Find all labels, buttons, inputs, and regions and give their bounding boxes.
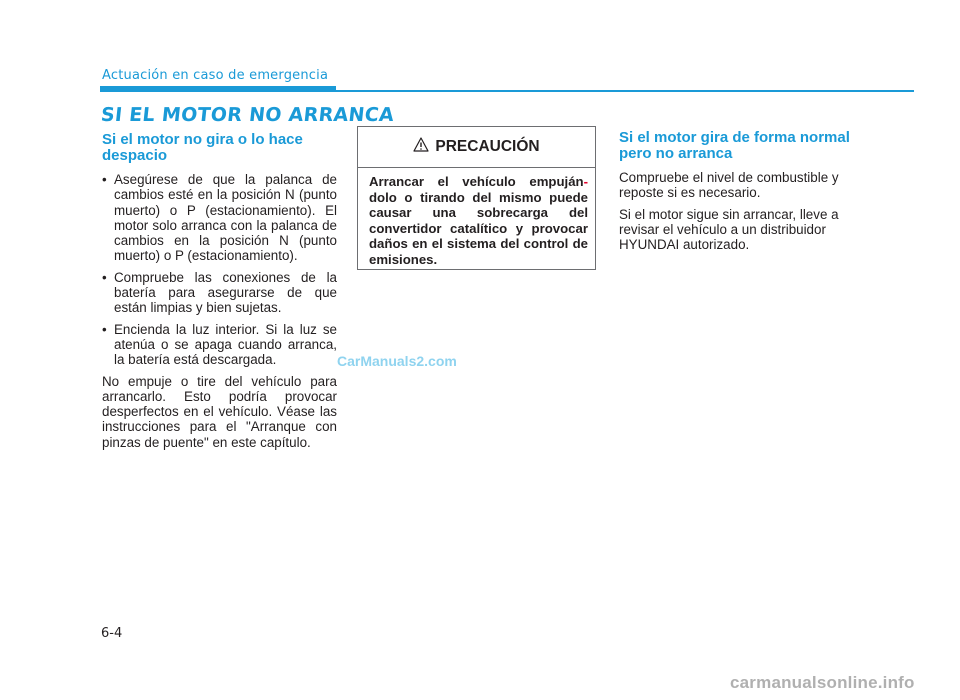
header-accent-bar bbox=[100, 86, 336, 92]
caution-text-main: Arrancar el vehículo empuján bbox=[369, 174, 584, 189]
header-rule bbox=[336, 90, 914, 92]
caution-text-rest: dolo o tirando del mismo puede causar una sobrecarga del convertidor catalítico y provocar daños en el sistema del control de emisiones. bbox=[369, 189, 588, 267]
right-column bbox=[619, 130, 857, 258]
watermark-bottom: carmanualsonline.info bbox=[730, 673, 915, 692]
page-number: 6-4 bbox=[101, 626, 123, 641]
right-paragraph: Compruebe el nivel de combustible y reposte si es necesario. bbox=[619, 170, 839, 201]
left-paragraph: No empuje o tire del vehículo para arrancarlo. Esto podría provocar desperfectos en el vehículo. Véase las instrucciones para el "Arranque con pinzas de puente" en este capítulo. bbox=[102, 373, 337, 450]
right-heading: Si el motor gira de forma normal pero no arranca bbox=[619, 129, 850, 162]
list-item: • Asegúrese de que la palanca de cambios esté en la posición N (punto muerto) o P (estacionamiento). El motor solo arranca con la palanca de cambios en la posición N (punto muerto) o P (estacionamiento). bbox=[102, 172, 337, 264]
list-item: • Compruebe las conexiones de la batería para asegurarse de que están limpias y bien sujetas. bbox=[102, 270, 337, 316]
left-column bbox=[102, 132, 337, 456]
warning-triangle-icon bbox=[413, 137, 429, 157]
caution-box bbox=[357, 126, 596, 270]
caution-hyphen: - bbox=[583, 174, 588, 189]
caution-divider bbox=[358, 167, 595, 168]
list-item: • Encienda la luz interior. Si la luz se atenúa o se apaga cuando arranca, la batería está descargada. bbox=[102, 322, 337, 368]
bullet-list bbox=[102, 172, 337, 368]
watermark-mid: CarManuals2.com bbox=[337, 353, 457, 369]
caution-title: PRECAUCIÓN bbox=[435, 138, 540, 155]
left-heading: Si el motor no gira o lo hace despacio bbox=[102, 131, 303, 164]
caution-text bbox=[369, 174, 588, 268]
right-paragraph: Si el motor sigue sin arrancar, lleve a revisar el vehículo a un distribuidor HYUNDAI autorizado. bbox=[619, 206, 839, 253]
section-label: Actuación en caso de emergencia bbox=[102, 68, 329, 83]
caution-header bbox=[358, 127, 595, 167]
section-title: SI EL MOTOR NO ARRANCA bbox=[99, 104, 396, 126]
